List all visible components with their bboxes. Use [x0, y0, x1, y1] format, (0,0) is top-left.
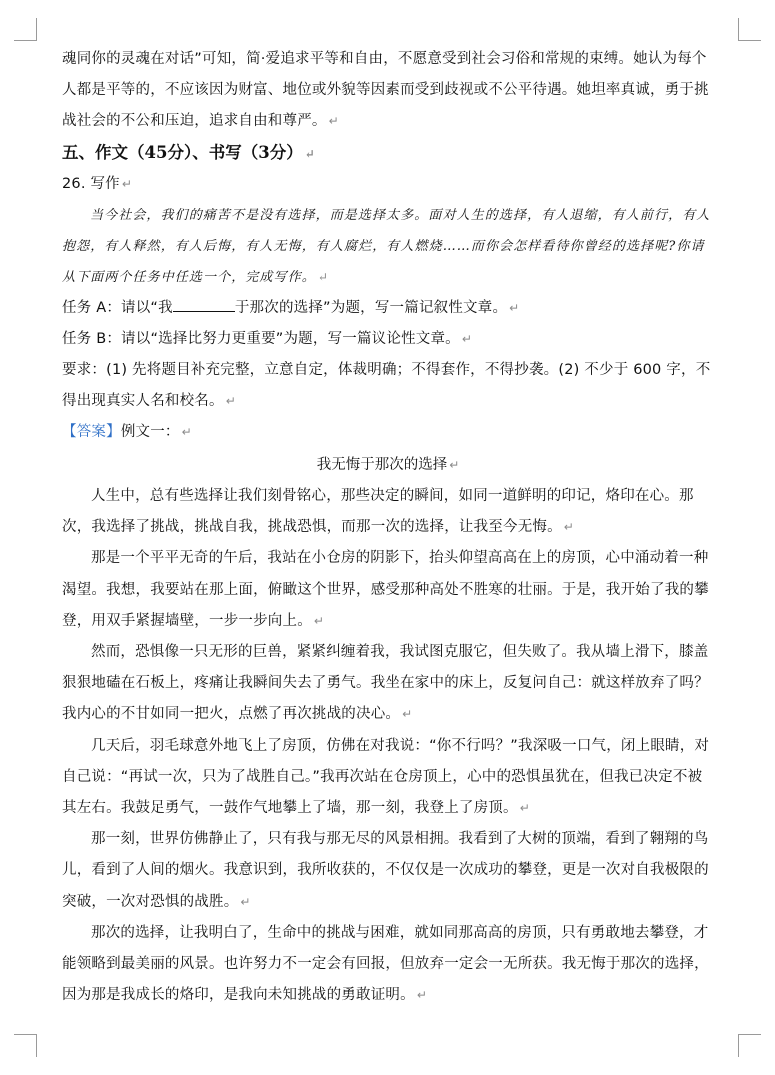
essay-title: 我无悔于那次的选择 ↵ — [316, 457, 460, 473]
answer-label: 【答案】例文一： ↵ — [62, 424, 192, 440]
corner-mark-bottom-right — [738, 1034, 761, 1057]
paragraph-mark-icon: ↵ — [304, 147, 315, 161]
corner-mark-top-right — [738, 18, 761, 41]
answer-tag: 【答案】 — [62, 424, 121, 440]
document-page — [62, 44, 714, 1011]
paragraph-mark-icon: ↵ — [240, 894, 251, 909]
paragraph-mark-icon: ↵ — [328, 114, 339, 128]
essay-paragraph: 人生中，总有些选择让我们刻骨铭心，那些决定的瞬间，如同一道鲜明的印记，烙印在心。那次，我选择了挑战，挑战自我，挑战恐惧，而那一次的选择，让我至今无悔。 ↵ — [62, 488, 694, 536]
essay-paragraph: 那是一个平平无奇的午后，我站在小仓房的阴影下，抬头仰望高高在上的房顶，心中涌动着一种渴望。我想，我要站在那上面，俯瞰这个世界，感受那种高处不胜寒的壮丽。于是，我开始了我的攀登，用双手紧握墙壁，一步一步向上。 ↵ — [62, 550, 709, 629]
paragraph-mark-icon: ↵ — [121, 177, 133, 191]
paragraph-mark-icon: ↵ — [416, 988, 428, 1003]
paragraph-mark-icon: ↵ — [509, 301, 520, 315]
essay-paragraph: 然而，恐惧像一只无形的巨兽，紧紧纠缠着我，我试图克服它，但失败了。我从墙上滑下，膝盖狠狠地磕在石板上，疼痛让我瞬间失去了勇气。我坐在家中的床上，反复问自己：就这样放弃了吗？我内心的不甘如同一把火，点燃了再次挑战的决心。 ↵ — [62, 644, 709, 723]
corner-mark-top-left — [14, 18, 37, 41]
paragraph-mark-icon: ↵ — [313, 613, 325, 628]
fill-in-blank — [173, 297, 235, 312]
paragraph-mark-icon: ↵ — [402, 707, 413, 722]
paragraph-mark-icon: ↵ — [225, 394, 236, 408]
section-heading: 五、作文（45分）、书写（3分） ↵ — [62, 143, 315, 162]
paragraph-mark-icon: ↵ — [461, 332, 473, 346]
essay-paragraph: 那一刻，世界仿佛静止了，只有我与那无尽的风景相拥。我看到了大树的顶端，看到了翱翔的鸟儿，看到了人间的烟火。我意识到，我所收获的，不仅仅是一次成功的攀登，更是一次对自我极限的突破，一次对恐惧的战胜。 ↵ — [62, 831, 709, 910]
writing-prompt: 当今社会，我们的痛苦不是没有选择，而是选择太多。面对人生的选择，有人退缩，有人前行，有人抱怨，有人释然，有人后悔，有人无悔，有人腐烂，有人燃烧……而你会怎样看待你曾经的选择呢?你请从下面两个任务中任选一个，完成写作。 ↵ — [62, 208, 711, 285]
paragraph-mark-icon: ↵ — [519, 801, 530, 816]
intro-paragraph: 魂同你的灵魂在对话”可知，简·爱追求平等和自由，不愿意受到社会习俗和常规的束缚。她认为每个人都是平等的，不应该因为财富、地位或外貌等因素而受到歧视或不公平待遇。她坦率真诚，勇于挑战社会的不公和压迫，追求自由和尊严。 ↵ — [62, 51, 709, 129]
task-a: 任务 A：请以“我 于那次的选择”为题，写一篇记叙性文章。 ↵ — [62, 293, 714, 324]
essay-paragraph: 几天后，羽毛球意外地飞上了房顶，仿佛在对我说：“你不行吗？”我深吸一口气，闭上眼睛，对自己说：“再试一次，只为了战胜自己。”我再次站在仓房顶上，心中的恐惧虽犹在，但我已决定不被其左右。我鼓足勇气，一鼓作气地攀上了墙，那一刻，我登上了房顶。 ↵ — [62, 737, 710, 817]
paragraph-mark-icon: ↵ — [563, 520, 575, 535]
essay-paragraph: 那次的选择，让我明白了，生命中的挑战与困难，就如同那高高的房顶，只有勇敢地去攀登，才能领略到最美丽的风景。也许努力不一定会有回报，但放弃一定会一无所获。我无悔于那次的选择，因为那是我成长的烙印，是我向未知挑战的勇敢证明。 ↵ — [62, 924, 709, 1004]
paragraph-mark-icon: ↵ — [449, 458, 460, 472]
paragraph-mark-icon: ↵ — [317, 270, 329, 284]
question-number: 26. 写作 ↵ — [62, 176, 133, 192]
task-b: 任务 B：请以“选择比努力更重要”为题，写一篇议论性文章。 ↵ — [62, 331, 473, 347]
paragraph-mark-icon: ↵ — [181, 425, 192, 439]
essay-body — [62, 481, 714, 1011]
requirements: 要求：(1) 先将题目补充完整，立意自定，体裁明确；不得套作，不得抄袭。(2) 不少于 600 字，不得出现真实人名和校名。 ↵ — [62, 362, 711, 409]
corner-mark-bottom-left — [14, 1034, 37, 1057]
